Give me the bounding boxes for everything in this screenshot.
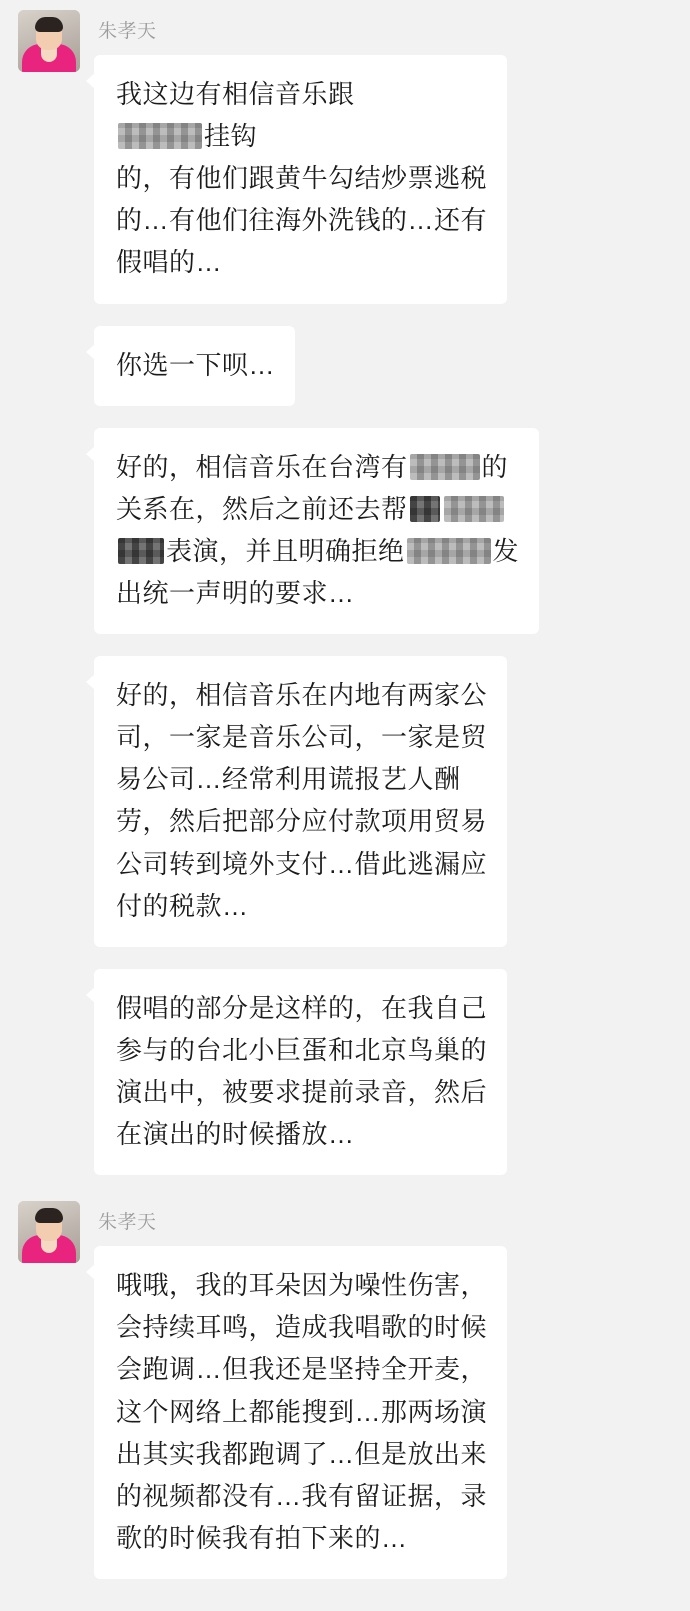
- message-bubble[interactable]: [94, 326, 295, 406]
- message-line: 在演出的时候播放…: [116, 1119, 355, 1150]
- message-line: 假唱的…: [116, 247, 223, 278]
- redaction-mosaic: [410, 496, 440, 522]
- redaction-mosaic: [407, 538, 491, 564]
- message-line: 你选一下呗…: [116, 349, 276, 380]
- message-bubble[interactable]: [94, 969, 507, 1175]
- message-line: 会跑调…但我还是坚持全开麦，: [116, 1354, 488, 1385]
- bottom-spacer: [0, 1605, 690, 1611]
- message-text: 好的，相信音乐在台湾有: [116, 451, 408, 482]
- message-line: 假唱的部分是这样的，在我自己: [116, 992, 488, 1023]
- message-line: 参与的台北小巨蛋和北京鸟巢的: [116, 1034, 488, 1065]
- message-line: 的，有他们跟黄牛勾结炒票逃税: [116, 163, 488, 194]
- redaction-mosaic: [118, 538, 164, 564]
- sender-name: 朱孝天: [98, 1212, 157, 1234]
- message-group: [0, 10, 690, 1197]
- message-line: 会持续耳鸣，造成我唱歌的时候: [116, 1312, 488, 1343]
- message-line: 的视频都没有…我有留证据，录: [116, 1480, 488, 1511]
- avatar[interactable]: [18, 1201, 80, 1263]
- redaction-mosaic: [444, 496, 504, 522]
- redaction-mosaic: [410, 454, 480, 480]
- message-line: [116, 530, 519, 572]
- message-line: 易公司…经常利用谎报艺人酬: [116, 764, 461, 795]
- message-line: 这个网络上都能搜到…那两场演: [116, 1396, 488, 1427]
- message-text: 的: [481, 451, 509, 482]
- message-line: 公司转到境外支付…借此逃漏应: [116, 848, 488, 879]
- message-line: 歌的时候我有拍下来的…: [116, 1522, 408, 1553]
- avatar-hair: [35, 1208, 63, 1223]
- avatar[interactable]: [18, 10, 80, 72]
- message-bubble[interactable]: [94, 428, 539, 634]
- message-line: 出其实我都跑调了…但是放出来: [116, 1438, 488, 1469]
- sender-name: 朱孝天: [98, 21, 157, 42]
- message-line: 我这边有相信音乐跟: [116, 79, 355, 109]
- message-line-continued: 挂钩: [204, 121, 258, 152]
- message-line: 司，一家是音乐公司，一家是贸: [116, 722, 488, 753]
- message-line: 的…有他们往海外洗钱的…还有: [116, 205, 488, 236]
- message-text: 关系在，然后之前还去帮: [116, 493, 408, 524]
- message-line: 哦哦，我的耳朵因为噪性伤害，: [116, 1270, 488, 1301]
- message-line: 演出中，被要求提前录音，然后: [116, 1076, 488, 1107]
- message-line: [116, 488, 519, 530]
- message-bubble[interactable]: [94, 656, 507, 947]
- message-line: 出统一声明的要求…: [116, 577, 355, 608]
- message-group-body: [94, 10, 672, 1197]
- message-group: [0, 1201, 690, 1601]
- message-bubble[interactable]: [94, 1246, 507, 1579]
- message-bubble[interactable]: [94, 55, 507, 304]
- message-text: 表演，并且明确拒绝: [166, 535, 405, 566]
- message-group-body: [94, 1201, 672, 1601]
- message-line: [116, 446, 519, 488]
- message-line: 劳，然后把部分应付款项用贸易: [116, 806, 488, 837]
- redaction-mosaic: [118, 123, 202, 149]
- message-line: 付的税款…: [116, 890, 249, 921]
- message-text: 发: [492, 535, 520, 566]
- avatar-hair: [35, 17, 63, 32]
- message-line: 好的，相信音乐在内地有两家公: [116, 680, 488, 711]
